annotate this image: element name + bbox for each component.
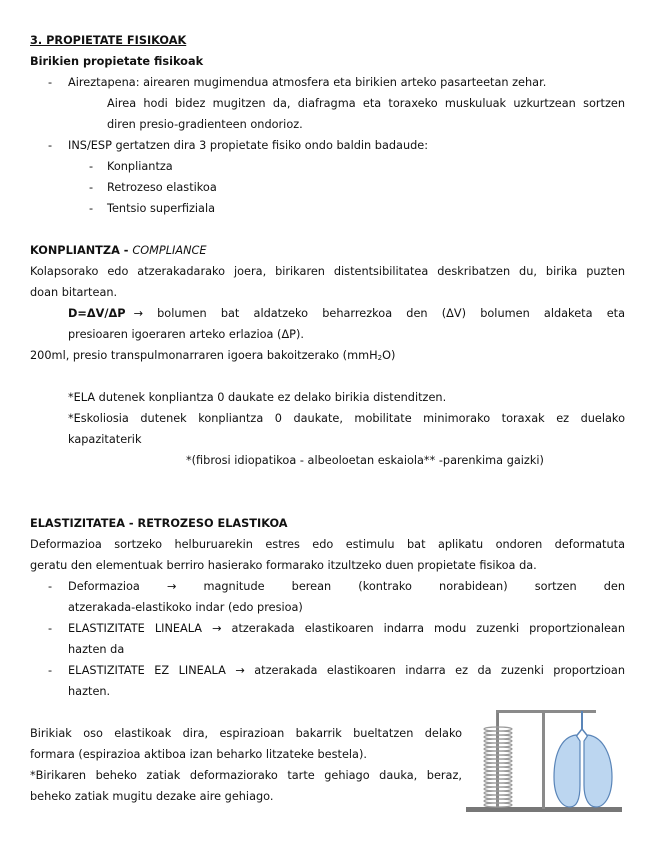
compliance-heading-italic: COMPLIANCE [132, 244, 207, 257]
property-item: Retrozeso elastikoa [107, 181, 217, 194]
section-title: 3. PROPIETATE FISIKOAK [30, 34, 187, 47]
lungs-icon [554, 711, 612, 807]
compliance-value [30, 348, 395, 366]
property-item: Tentsio superfiziala [107, 202, 216, 215]
compliance-note-eskoliosia-cont: kapazitaterik [68, 433, 142, 446]
compliance-def-line1: Kolapsorako edo atzerakadarako joera, birikaren distentsibilitatea deskribatzen du, birika puzten [30, 265, 625, 278]
elasticity-heading: ELASTIZITATEA - RETROZESO ELASTIKOA [30, 517, 288, 530]
elasticity-def-line2: geratu den elementuak berriro hasierako formarako itzultzeko duen propietate fisikoa da. [30, 559, 537, 572]
bullet-dash: - [48, 664, 53, 677]
nonlinear-elasticity-line1: ELASTIZITATE EZ LINEALA → atzerakada elastikoaren indarra ez da zuzenki proportzioan [68, 664, 625, 677]
subtitle: Birikien propietate fisikoak [30, 55, 204, 68]
deformazioa-line1: Deformazioa → magnitude berean (kontrako norabidean) sortzen den [68, 580, 625, 593]
compliance-note-ela: *ELA dutenek konpliantza 0 daukate ez delako birikia distenditzen. [68, 391, 447, 404]
left-lung [554, 735, 580, 807]
formula-line2: presioaren igoeraren arteko erlazioa (ΔP). [68, 328, 304, 341]
value-pre: 200ml, presio transpulmonarraren igoera bakoitzerako (mmH [30, 349, 378, 362]
compliance-heading-main: KONPLIANTZA - [30, 244, 129, 257]
bullet-dash: - [89, 202, 94, 215]
value-sub: 2 [377, 354, 383, 362]
aireztapena-line1: Aireztapena: airearen mugimendua atmosfera eta birikien arteko pasarteetan zehar. [68, 76, 547, 89]
lungs-para1-line2: formara (espirazioa aktiboa izan beharko litzateke bestela). [30, 748, 367, 761]
bullet-dash: - [48, 139, 53, 152]
bullet-dash: - [48, 580, 53, 593]
aireztapena-line2: Airea hodi bidez mugitzen da, diafragma eta toraxeko muskuluak uzkurtzean sortzen [107, 97, 625, 110]
value-post: O) [382, 349, 396, 362]
elasticity-def-line1: Deformazioa sortzeko helburuarekin estres edo estimulu bat aplikatu ondoren deformatuta [30, 538, 625, 551]
bullet-dash: - [48, 76, 53, 89]
lungs-para1-line1: Birikiak oso elastikoak dira, espirazioan bakarrik bueltatzen delako [30, 727, 462, 740]
ins-esp-text: INS/ESP gertatzen dira 3 propietate fisiko ondo baldin badaude: [68, 139, 429, 152]
compliance-note-eskoliosia: *Eskoliosia dutenek konpliantza 0 daukate, mobilitate minimorako toraxak ez duelako [68, 412, 625, 425]
spring-lungs-illustration [462, 705, 627, 817]
nonlinear-elasticity-line2: hazten. [68, 685, 111, 698]
compliance-heading [30, 243, 207, 258]
formula: D=ΔV/ΔP [68, 307, 126, 320]
bullet-dash: - [89, 181, 94, 194]
bullet-dash: - [48, 622, 53, 635]
deformazioa-line2: atzerakada-elastikoko indar (edo presioa) [68, 601, 303, 614]
lungs-para2-line1: *Birikaren beheko zatiak deformaziorako tarte gehiago dauka, beraz, [30, 769, 462, 782]
compliance-def-line2: doan bitartean. [30, 286, 118, 299]
linear-elasticity-line2: hazten da [68, 643, 125, 656]
linear-elasticity-line1: ELASTIZITATE LINEALA → atzerakada elastikoaren indarra modu zuzenki proportzionalean [68, 622, 625, 635]
lungs-para2-line2: beheko zatiak mugitu dezake aire gehiago. [30, 790, 274, 803]
center-post [542, 711, 545, 809]
formula-line [68, 306, 625, 321]
aireztapena-line3: diren presio-gradienteen ondorioz. [107, 118, 303, 131]
compliance-note-fibrosi: *(fibrosi idiopatikoa - albeoloetan eskaiola** -parenkima gaizki) [186, 454, 544, 467]
formula-description: → bolumen bat aldatzeko beharrezkoa den (ΔV) bolumen aldaketa eta [133, 307, 625, 320]
right-lung [584, 735, 612, 807]
property-item: Konpliantza [107, 160, 173, 173]
bullet-dash: - [89, 160, 94, 173]
spring-icon [484, 727, 512, 807]
